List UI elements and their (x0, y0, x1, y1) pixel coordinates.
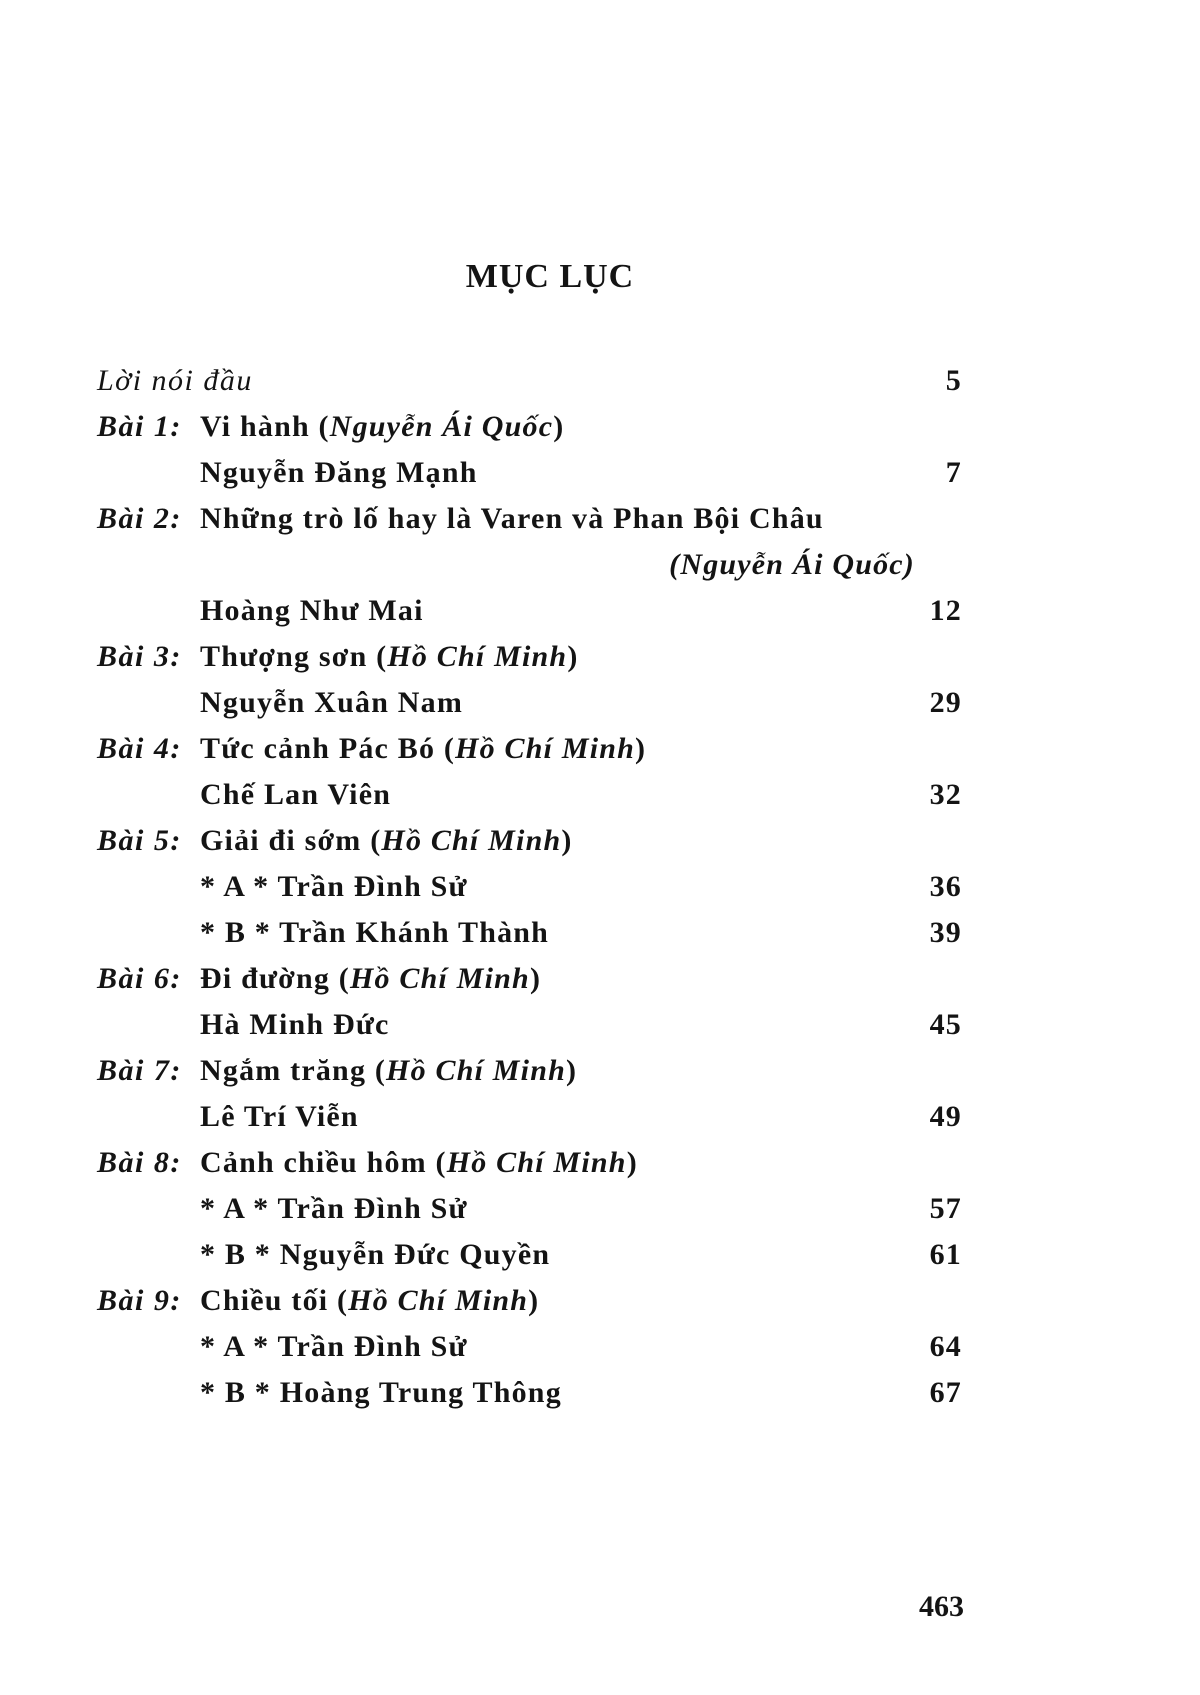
toc-row (0, 910, 1200, 956)
toc-row (0, 1324, 1200, 1370)
toc-page-number: 49 (929, 1100, 962, 1133)
toc-page-number: 45 (929, 1008, 962, 1041)
toc-row (0, 818, 1200, 864)
toc-page-number: 36 (929, 870, 962, 903)
toc-author: Hồ Chí Minh (387, 640, 568, 673)
toc-entry-author: * B * Trần Khánh Thành (200, 916, 550, 949)
toc-label: Bài 6: (97, 962, 182, 995)
toc-title: Vi hành (Nguyễn Ái Quốc) (200, 410, 565, 443)
toc-row (0, 404, 1200, 450)
toc-row (0, 358, 1200, 404)
toc-page-number: 7 (945, 456, 962, 489)
toc-author: (Nguyễn Ái Quốc) (669, 548, 915, 581)
toc-title: Những trò lố hay là Varen và Phan Bội Châu (200, 502, 824, 535)
toc-row (0, 680, 1200, 726)
toc-row (0, 772, 1200, 818)
toc-entry-author: Hoàng Như Mai (200, 594, 424, 627)
toc-page-number: 29 (929, 686, 962, 719)
toc-title: Tức cảnh Pác Bó (Hồ Chí Minh) (200, 732, 647, 765)
toc-title: Chiều tối (Hồ Chí Minh) (200, 1284, 540, 1317)
toc-row (0, 1002, 1200, 1048)
table-of-contents (0, 358, 1200, 1416)
footer-page-number: 463 (919, 1590, 964, 1623)
toc-entry-author: Lê Trí Viễn (200, 1100, 359, 1133)
toc-entry-author: * B * Nguyễn Đức Quyền (200, 1238, 551, 1271)
toc-entry-author: * A * Trần Đình Sử (200, 1192, 468, 1225)
toc-page-number: 64 (929, 1330, 962, 1363)
toc-page-number: 39 (929, 916, 962, 949)
toc-row (0, 864, 1200, 910)
toc-title: Thượng sơn (Hồ Chí Minh) (200, 640, 579, 673)
toc-label: Bài 8: (97, 1146, 182, 1179)
toc-author: Hồ Chí Minh (348, 1284, 529, 1317)
toc-author: Hồ Chí Minh (381, 824, 562, 857)
toc-title: Ngắm trăng (Hồ Chí Minh) (200, 1054, 578, 1087)
toc-row (0, 1048, 1200, 1094)
toc-row (0, 496, 1200, 542)
toc-row (0, 634, 1200, 680)
toc-entry-author: Hà Minh Đức (200, 1008, 390, 1041)
toc-entry-author: * A * Trần Đình Sử (200, 1330, 468, 1363)
page-title: MỤC LỤC (465, 258, 635, 295)
toc-entry-author: Nguyễn Đăng Mạnh (200, 456, 478, 489)
toc-row (0, 542, 1200, 588)
toc-label: Bài 4: (97, 732, 182, 765)
toc-row (0, 1140, 1200, 1186)
toc-entry-author: * A * Trần Đình Sử (200, 870, 468, 903)
toc-label: Bài 9: (97, 1284, 182, 1317)
toc-label: Bài 5: (97, 824, 182, 857)
toc-page-number: 61 (929, 1238, 962, 1271)
toc-page-number: 67 (929, 1376, 962, 1409)
toc-row (0, 956, 1200, 1002)
toc-page-number: 12 (929, 594, 962, 627)
toc-label: Bài 1: (97, 410, 182, 443)
toc-entry-author: Chế Lan Viên (200, 778, 392, 811)
toc-label: Bài 2: (97, 502, 182, 535)
toc-row (0, 1094, 1200, 1140)
toc-page-number: 57 (929, 1192, 962, 1225)
toc-label: Bài 3: (97, 640, 182, 673)
toc-entry-author: Nguyễn Xuân Nam (200, 686, 464, 719)
toc-row (0, 726, 1200, 772)
toc-row (0, 450, 1200, 496)
toc-title: Cảnh chiều hôm (Hồ Chí Minh) (200, 1146, 638, 1179)
toc-row (0, 1186, 1200, 1232)
toc-page-number: 5 (945, 364, 962, 397)
toc-row (0, 1278, 1200, 1324)
toc-label: Bài 7: (97, 1054, 182, 1087)
toc-title: Giải đi sớm (Hồ Chí Minh) (200, 824, 573, 857)
toc-row (0, 588, 1200, 634)
toc-title: Đi đường (Hồ Chí Minh) (200, 962, 542, 995)
toc-row (0, 1370, 1200, 1416)
toc-author: Hồ Chí Minh (446, 1146, 627, 1179)
toc-label: Lời nói đầu (97, 364, 253, 397)
toc-author: Hồ Chí Minh (386, 1054, 566, 1087)
toc-author: Hồ Chí Minh (455, 732, 636, 765)
toc-page-number: 32 (929, 778, 962, 811)
toc-entry-author: * B * Hoàng Trung Thông (200, 1376, 562, 1409)
toc-author: Nguyễn Ái Quốc (329, 410, 554, 443)
toc-row (0, 1232, 1200, 1278)
toc-author: Hồ Chí Minh (349, 962, 530, 995)
